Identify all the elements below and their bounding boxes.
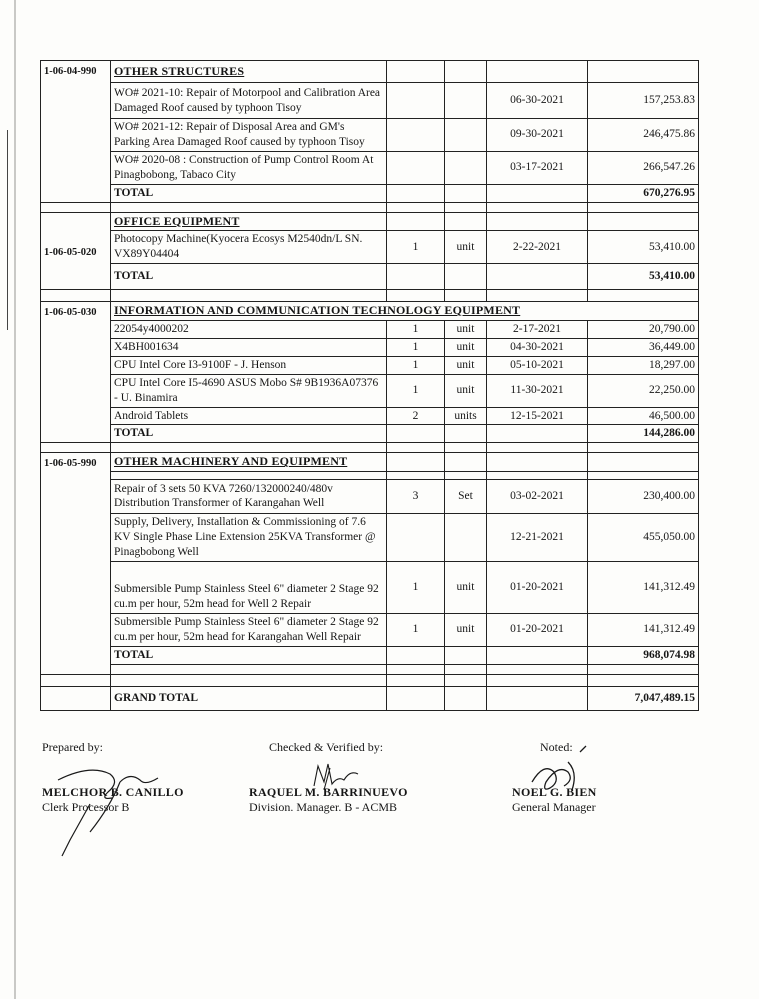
section-heading: OFFICE EQUIPMENT [111, 212, 387, 231]
item-date: 12-21-2021 [487, 513, 588, 561]
signature-scrawl-prepared [50, 752, 170, 862]
total-amount: 670,276.95 [588, 184, 699, 202]
account-code: 1-06-05-030 [41, 302, 111, 443]
item-description: Submersible Pump Stainless Steel 6" diameter 2 Stage 92 cu.m per hour, 52m head for Well 2 Repair [111, 561, 387, 613]
total-amount: 144,286.00 [588, 425, 699, 443]
section-header-row [41, 61, 699, 83]
item-description: WO# 2021-12: Repair of Disposal Area and GM's Parking Area Damaged Roof caused by typhoon Tisoy [111, 119, 387, 152]
item-date: 09-30-2021 [487, 119, 588, 152]
total-row [41, 646, 699, 664]
item-description: Supply, Delivery, Installation & Commissioning of 7.6 KV Single Phase Line Extension 25KVA Transformer @ Pinagbobong Well [111, 513, 387, 561]
item-date: 2-22-2021 [487, 231, 588, 264]
table-row: Photocopy Machine(Kyocera Ecosys M2540dn/L SN. VX89Y04404 1 unit 2-22-2021 53,410.00 [41, 231, 699, 264]
item-date: 12-15-2021 [487, 407, 588, 425]
table-row [41, 119, 699, 152]
item-date: 03-02-2021 [487, 479, 588, 513]
table-row [41, 513, 699, 561]
signatory-title: Division. Manager. B - ACMB [249, 800, 398, 814]
item-date: 06-30-2021 [487, 83, 588, 119]
section-header-row [41, 453, 699, 472]
scan-mark [7, 130, 8, 330]
item-date: 01-20-2021 [487, 613, 588, 646]
item-date: 11-30-2021 [487, 374, 588, 407]
signature-scrawl-checked [308, 756, 368, 796]
signature-scrawl-noted [524, 742, 594, 802]
table-row: CPU Intel Core I5-4690 ASUS Mobo S# 9B1936A07376 - U. Binamira 1 unit 11-30-2021 22,250.00 [41, 374, 699, 407]
account-code: 1-06-05-990 [41, 453, 111, 674]
account-code: 1-06-05-020 [41, 212, 111, 289]
table-row: X4BH001634 1 unit 04-30-2021 36,449.00 [41, 338, 699, 356]
item-description: 22054y4000202 [111, 320, 387, 338]
item-amount: 141,312.49 [588, 613, 699, 646]
item-date: 03-17-2021 [487, 151, 588, 184]
account-code: 1-06-04-990 [41, 61, 111, 203]
item-description: X4BH001634 [111, 338, 387, 356]
item-amount: 246,475.86 [588, 119, 699, 152]
item-amount: 230,400.00 [588, 479, 699, 513]
item-amount: 141,312.49 [588, 561, 699, 613]
total-row [41, 264, 699, 290]
item-description: Android Tablets [111, 407, 387, 425]
table-row: Submersible Pump Stainless Steel 6" diameter 2 Stage 92 cu.m per hour, 52m head for Karangahan Well Repair 1 unit 01-20-2021 141,312.49 [41, 613, 699, 646]
item-amount: 157,253.83 [588, 83, 699, 119]
item-date: 01-20-2021 [487, 561, 588, 613]
item-date: 04-30-2021 [487, 338, 588, 356]
item-description: Photocopy Machine(Kyocera Ecosys M2540dn/L SN. VX89Y04404 [111, 231, 387, 264]
item-amount: 36,449.00 [588, 338, 699, 356]
item-amount: 266,547.26 [588, 151, 699, 184]
item-description: Submersible Pump Stainless Steel 6" diameter 2 Stage 92 cu.m per hour, 52m head for Karangahan Well Repair [111, 613, 387, 646]
item-amount: 22,250.00 [588, 374, 699, 407]
table-row: Submersible Pump Stainless Steel 6" diameter 2 Stage 92 cu.m per hour, 52m head for Well 2 Repair 1 unit 01-20-2021 141,312.49 [41, 561, 699, 613]
item-date: 2-17-2021 [487, 320, 588, 338]
table-row [41, 151, 699, 184]
signatory-name: NOEL G. BIEN [512, 785, 597, 799]
table-row: 22054y4000202 1 unit 2-17-2021 20,790.00 [41, 320, 699, 338]
total-label: TOTAL [111, 264, 387, 290]
table-row [41, 83, 699, 119]
signatory-title: General Manager [512, 800, 596, 814]
total-amount: 53,410.00 [588, 264, 699, 290]
table-row: CPU Intel Core I3-9100F - J. Henson 1 unit 05-10-2021 18,297.00 [41, 356, 699, 374]
item-description: CPU Intel Core I3-9100F - J. Henson [111, 356, 387, 374]
item-amount: 53,410.00 [588, 231, 699, 264]
total-label: TOTAL [111, 425, 387, 443]
item-description: WO# 2021-10: Repair of Motorpool and Calibration Area Damaged Roof caused by typhoon Tisoy [111, 83, 387, 119]
total-amount: 968,074.98 [588, 646, 699, 664]
signatory-name: MELCHOR B. CANILLO [42, 785, 184, 799]
section-header-row [41, 212, 699, 231]
total-label: TOTAL [111, 184, 387, 202]
item-description: WO# 2020-08 : Construction of Pump Control Room At Pinagbobong, Tabaco City [111, 151, 387, 184]
total-label: TOTAL [111, 646, 387, 664]
section-header-row [41, 302, 699, 321]
property-register-sheet [40, 60, 698, 704]
grand-total-label: GRAND TOTAL [111, 686, 387, 710]
item-amount: 455,050.00 [588, 513, 699, 561]
signatory-title: Clerk Processor B [42, 800, 130, 814]
signatory-role: Noted: [540, 740, 573, 754]
signature-block [0, 730, 759, 850]
section-heading: OTHER MACHINERY AND EQUIPMENT [111, 453, 387, 472]
item-date: 05-10-2021 [487, 356, 588, 374]
total-row [41, 425, 699, 443]
item-description: Repair of 3 sets 50 KVA 7260/132000240/480v Distribution Transformer of Karangahan Well [111, 479, 387, 513]
signatory-name: RAQUEL M. BARRINUEVO [249, 785, 408, 799]
total-row [41, 184, 699, 202]
table-row: Android Tablets 2 units 12-15-2021 46,500.00 [41, 407, 699, 425]
section-heading: INFORMATION AND COMMUNICATION TECHNOLOGY EQUIPMENT [111, 302, 699, 321]
section-heading: OTHER STRUCTURES [111, 61, 387, 83]
item-description: CPU Intel Core I5-4690 ASUS Mobo S# 9B1936A07376 - U. Binamira [111, 374, 387, 407]
grand-total-row [41, 686, 699, 710]
item-amount: 20,790.00 [588, 320, 699, 338]
signatory-role: Prepared by: [42, 740, 103, 754]
signatory-role: Checked & Verified by: [269, 740, 384, 754]
table-row: Repair of 3 sets 50 KVA 7260/132000240/480v Distribution Transformer of Karangahan Well 3 Set 03-02-2021 230,400.00 [41, 479, 699, 513]
item-amount: 18,297.00 [588, 356, 699, 374]
item-amount: 46,500.00 [588, 407, 699, 425]
grand-total-amount: 7,047,489.15 [588, 686, 699, 710]
property-table [40, 60, 699, 711]
